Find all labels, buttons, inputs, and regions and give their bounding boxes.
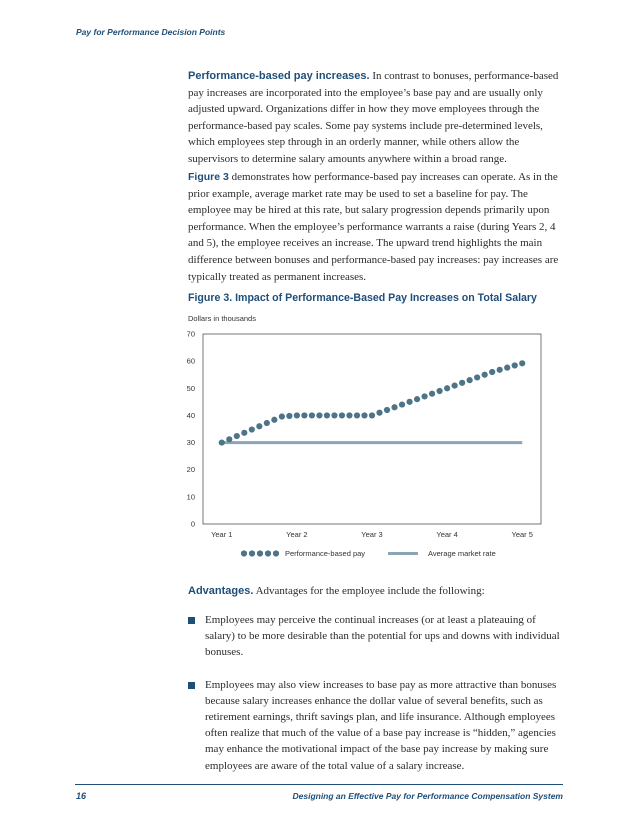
data-point-performance-based-pay: [437, 388, 443, 394]
paragraph-figure-description: [188, 169, 560, 285]
data-point-performance-based-pay: [309, 412, 315, 418]
body-paragraph-1: [188, 68, 560, 168]
page-number: 16: [76, 791, 87, 801]
paragraph-text: demonstrates how performance-based pay increases can operate. As in the prior example, average market rate may be used to set a baseline for pay. The employee may be hired at this rate, but salary progression depends primarily upon performance. When the employee’s performance warrants a raise (during Years 2, 4 and 5), the employee receives an increase. The upward trend highlights the main difference between bonuses and performance-based pay increases: pay increases are typically treated as permanent increases.: [188, 171, 559, 283]
data-point-performance-based-pay: [279, 413, 285, 419]
data-point-performance-based-pay: [226, 436, 232, 442]
data-point-performance-based-pay: [219, 439, 225, 445]
data-point-performance-based-pay: [256, 423, 262, 429]
list-item-text: Employees may also view increases to base pay as more attractive than bonuses because salary increases enhance the dollar value of several benefits, such as retirement earnings, thrift savings plan, and life insurance. Although employees often realize that much of the value of a base pay increase is “hidden,” agencies may enhance the motivational impact of the base pay increase by making sure employees are aware of the total value of a salary increase.: [205, 678, 557, 772]
x-tick-label: Year 2: [286, 530, 308, 539]
legend-label-performance-based-pay: Performance-based pay: [285, 549, 366, 558]
list-item: [188, 612, 563, 661]
advantages-intro-text: Advantages for the employee include the following:: [253, 585, 485, 597]
data-point-performance-based-pay: [264, 420, 270, 426]
footer-document-title: Designing an Effective Pay for Performance Compensation System: [292, 791, 563, 801]
data-point-performance-based-pay: [452, 382, 458, 388]
chart-legend: [241, 549, 496, 558]
legend-dot: [265, 550, 271, 556]
footer-divider: [75, 784, 563, 785]
data-point-performance-based-pay: [354, 412, 360, 418]
data-point-performance-based-pay: [482, 372, 488, 378]
data-point-performance-based-pay: [234, 433, 240, 439]
data-point-performance-based-pay: [286, 413, 292, 419]
x-tick-label: Year 3: [361, 530, 383, 539]
data-point-performance-based-pay: [519, 360, 525, 366]
figure-reference: Figure 3: [188, 171, 229, 183]
y-tick-label: 60: [186, 356, 195, 366]
x-tick-label: Year 1: [211, 530, 233, 539]
y-tick-label: 70: [186, 329, 195, 339]
data-point-performance-based-pay: [444, 385, 450, 391]
y-axis-ticks: [187, 330, 195, 529]
data-point-performance-based-pay: [324, 412, 330, 418]
data-point-performance-based-pay: [414, 396, 420, 402]
legend-swatch-performance-based-pay: [241, 550, 279, 556]
data-point-performance-based-pay: [421, 393, 427, 399]
paragraph-lead-heading: Performance-based pay increases.: [188, 70, 370, 82]
data-point-performance-based-pay: [369, 412, 375, 418]
legend-label-average-market-rate: Average market rate: [428, 549, 496, 558]
data-point-performance-based-pay: [497, 367, 503, 373]
y-tick-label: 20: [186, 465, 195, 475]
salary-chart: [170, 308, 550, 570]
figure-title: Figure 3. Impact of Performance-Based Pay Increases on Total Salary: [188, 292, 537, 304]
legend-dot: [273, 550, 279, 556]
data-point-performance-based-pay: [361, 412, 367, 418]
y-tick-label: 10: [186, 492, 195, 502]
data-point-performance-based-pay: [249, 426, 255, 432]
data-point-performance-based-pay: [489, 369, 495, 375]
x-tick-label: Year 5: [511, 530, 533, 539]
data-point-performance-based-pay: [474, 374, 480, 380]
legend-dot: [257, 550, 263, 556]
body-paragraph-2: [188, 169, 560, 285]
data-point-performance-based-pay: [384, 407, 390, 413]
data-point-performance-based-pay: [241, 430, 247, 436]
data-point-performance-based-pay: [271, 417, 277, 423]
data-point-performance-based-pay: [294, 412, 300, 418]
data-point-performance-based-pay: [331, 412, 337, 418]
data-point-performance-based-pay: [459, 380, 465, 386]
data-point-performance-based-pay: [301, 412, 307, 418]
paragraph-advantages: [188, 583, 560, 600]
data-point-performance-based-pay: [346, 412, 352, 418]
x-tick-label: Year 4: [436, 530, 458, 539]
y-axis-title: Dollars in thousands: [188, 314, 256, 323]
y-tick-label: 30: [186, 438, 195, 448]
y-tick-label: 40: [186, 410, 195, 420]
data-point-performance-based-pay: [376, 410, 382, 416]
advantages-list: [188, 612, 563, 790]
data-point-performance-based-pay: [429, 391, 435, 397]
data-point-performance-based-pay: [339, 412, 345, 418]
advantages-lead-heading: Advantages.: [188, 585, 254, 597]
legend-dot: [241, 550, 247, 556]
legend-dot: [249, 550, 255, 556]
y-tick-label: 0: [190, 519, 195, 529]
data-point-performance-based-pay: [512, 362, 518, 368]
data-point-performance-based-pay: [399, 401, 405, 407]
data-point-performance-based-pay: [467, 377, 473, 383]
running-header: Pay for Performance Decision Points: [76, 27, 226, 37]
y-tick-label: 50: [186, 383, 195, 393]
bullet-square-icon: [188, 682, 195, 689]
list-item: [188, 677, 563, 774]
advantages-intro: [188, 583, 560, 600]
bullet-square-icon: [188, 617, 195, 624]
data-point-performance-based-pay: [391, 404, 397, 410]
series-layer: [219, 360, 526, 445]
paragraph-text: In contrast to bonuses, performance-based pay increases are incorporated into the employee’s base pay and are usually only adjusted upward. Organizations differ in how they move employees through the performance-based pay scales. Some pay systems include pre-determined levels, which employees step through in an orderly manner, while others allow the supervisors to determine salary amounts anywhere within a broad range.: [188, 70, 559, 165]
data-point-performance-based-pay: [316, 412, 322, 418]
data-point-performance-based-pay: [406, 399, 412, 405]
paragraph-performance-based-pay: [188, 68, 560, 168]
x-axis-ticks: [211, 530, 533, 539]
list-item-text: Employees may perceive the continual increases (or at least a plateauing of salary) to be more desirable than the potential for ups and downs with individual bonuses.: [205, 614, 560, 659]
data-point-performance-based-pay: [504, 365, 510, 371]
